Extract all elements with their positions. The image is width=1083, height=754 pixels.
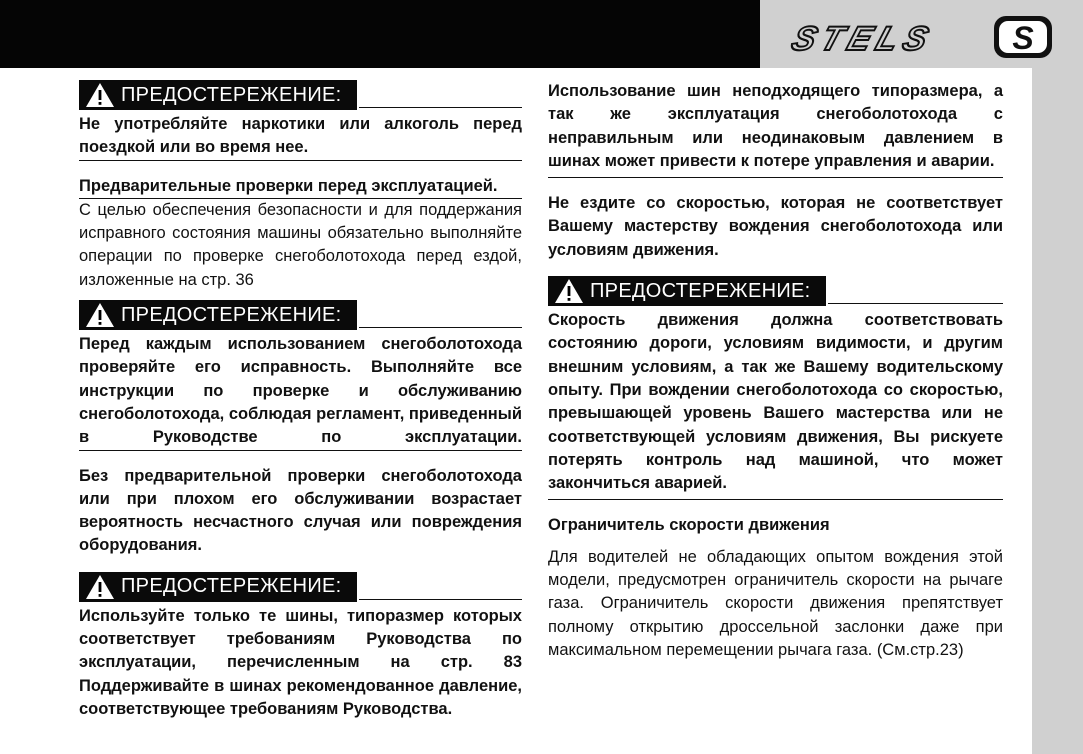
header-bar <box>0 0 760 68</box>
speed-skill-text: Не ездите со скоростью, которая не соответствует Вашему мастерству вождения снегоболотохода или условиям движения. <box>548 194 1003 259</box>
svg-text:S: S <box>1012 20 1034 56</box>
warning-header <box>79 80 522 110</box>
warning-header <box>548 276 1003 306</box>
left-column <box>79 80 522 721</box>
stels-logo <box>780 12 1070 62</box>
precheck-title: Предварительные проверки перед эксплуатацией. <box>79 175 522 199</box>
warning-triangle-icon <box>85 82 115 108</box>
warning-label: ПРЕДОСТЕРЕЖЕНИЕ: <box>121 83 342 106</box>
warning-text-tires: Используйте только те шины, типоразмер которых соответствует требованиям Руководства по эксплуатации, перечисленным на стр. 83 Поддерживайте в шинах рекомендованное давление, соответствующее требованиям Руководства. <box>79 606 522 718</box>
warning-triangle-icon <box>554 278 584 304</box>
page-side-strip <box>1032 68 1083 754</box>
warning-header <box>79 572 522 602</box>
warning-header <box>79 300 522 330</box>
warning-triangle-icon <box>85 574 115 600</box>
warning-text-inspection: Перед каждым использованием снегоболотохода проверяйте его исправность. Выполняйте все инструкции по проверке и обслуживанию снегоболотохода, соблюдая регламент, приведенный в Руководстве по эксплуатации. <box>79 333 522 450</box>
warning-text-maintenance: Без предварительной проверки снегоболотохода или при плохом его обслуживании возрастает вероятность несчастного случая или повреждения оборудования. <box>79 466 522 555</box>
limiter-text: Для водителей не обладающих опытом вождения этой модели, предусмотрен ограничитель скорости на рычаге газа. Ограничитель скорости движения препятствует полному открытию дроссельной заслонки даже при максимальном перемещении рычага газа. (См.стр.23) <box>548 547 1003 659</box>
warning-label: ПРЕДОСТЕРЕЖЕНИЕ: <box>121 575 342 598</box>
warning-text-speed: Скорость движения должна соответствовать состоянию дороги, условиям видимости, и другим внешним условиям, а так же Вашему водительскому опыту. При вождении снегоболотохода со скоростью, превышающей уровень Вашего мастерства или не соответствующей условиям движения, Вы рискуете потерять контроль над машиной, что может закончиться аварией. <box>548 309 1003 500</box>
warning-label: ПРЕДОСТЕРЕЖЕНИЕ: <box>121 303 342 326</box>
right-column <box>548 80 1003 662</box>
precheck-text: С целью обеспечения безопасности и для поддержания исправного состояния машины обязательно выполняйте операции по проверке снегоболотохода перед ездой, изложенные на стр. 36 <box>79 200 522 289</box>
svg-text:STELS: STELS <box>787 19 940 58</box>
limiter-title: Ограничитель скорости движения <box>548 516 830 535</box>
warning-triangle-icon <box>85 302 115 328</box>
warning-label: ПРЕДОСТЕРЕЖЕНИЕ: <box>590 279 811 302</box>
tires-pressure-text: Использование шин неподходящего типоразмера, а так же эксплуатация снегоболотохода с неправильным или неодинаковым давлением в шинах может привести к потере управления и аварии. <box>548 80 1003 178</box>
warning-text-alcohol: Не употребляйте наркотики или алкоголь перед поездкой или во время нее. <box>79 113 522 161</box>
